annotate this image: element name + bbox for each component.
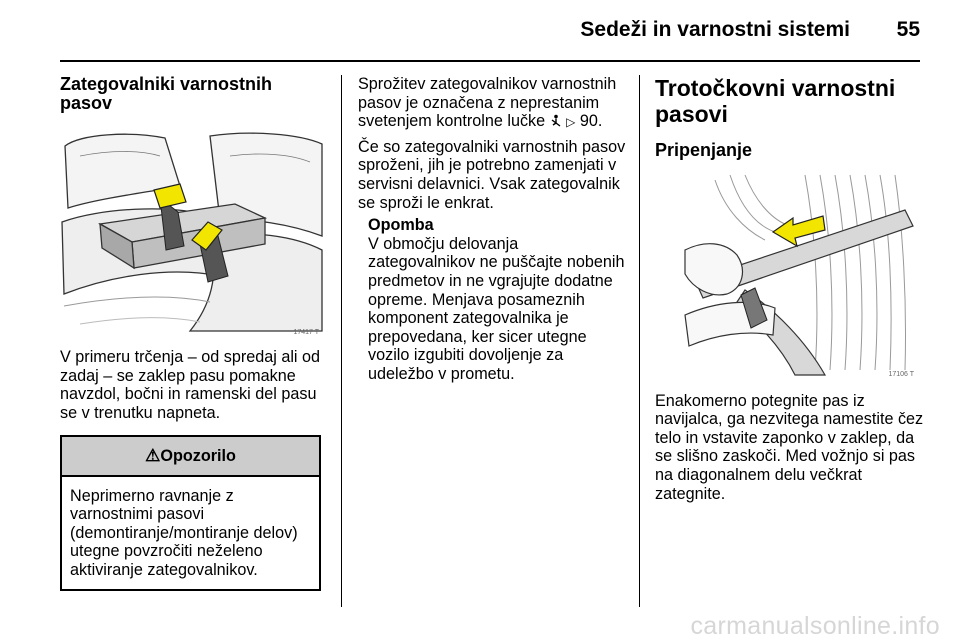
illustration-reference-id: 17106 T bbox=[888, 370, 914, 378]
warning-box bbox=[60, 435, 321, 591]
pretensioner-warning-light-icon bbox=[550, 114, 562, 128]
column-2 bbox=[358, 75, 628, 384]
indicator-text: Sprožitev zategovalnikov varnostnih pasov je označena z neprestanim svetenjem kontrolne lučke bbox=[358, 75, 617, 131]
seatbelt-buckle-illustration bbox=[60, 126, 325, 338]
warning-triangle-icon: ⚠ bbox=[145, 445, 161, 465]
watermark: carmanualsonline.info bbox=[690, 612, 940, 640]
subheading-fastening: Pripenjanje bbox=[655, 140, 753, 160]
note-title: Opomba bbox=[368, 216, 434, 235]
warning-header bbox=[62, 437, 319, 477]
replacement-paragraph: Če so zategovalniki varnostnih pasov sproženi, jih je potrebno zamenjati v servisni delavnici. Vsak zategovalnik se sproži le enkrat. bbox=[358, 137, 626, 212]
column-divider-left bbox=[341, 75, 342, 607]
fastening-paragraph: Enakomerno potegnite pas iz navijalca, ga nezvitega namestite čez telo in vstavite zaponko v zaklep, da se slišno zaskoči. Med vožnjo si pas na diagonalnem delu večkrat zategnite. bbox=[655, 391, 924, 503]
fastening-seatbelt-illustration bbox=[655, 170, 920, 380]
illustration-reference-id: 17417 T bbox=[293, 329, 319, 337]
section-heading-pretensioners: Zategovalniki varnostnih pasov bbox=[60, 74, 273, 113]
column-1 bbox=[60, 75, 325, 591]
page-header-title: Sedeži in varnostni sistemi bbox=[580, 18, 850, 41]
column-divider-right bbox=[639, 75, 640, 607]
note-text: V območju delovanja zategovalnikov ne puščajte nobenih predmetov in ne vgrajujte dodatne opreme. Menjava posameznih komponent zategovalnika je prepovedana, ker sicer utegne vozilo izgubiti dovoljenje za udeležbo v prometu. bbox=[368, 234, 625, 383]
column-3 bbox=[655, 75, 925, 503]
pretensioner-paragraph: V primeru trčenja – od spredaj ali od zadaj – se zaklep pasu pomakne navzdol, bočni in ramenski del pasu se v trenutku napneta. bbox=[60, 348, 321, 422]
page-reference: 90. bbox=[579, 112, 603, 131]
page-number: 55 bbox=[896, 18, 920, 41]
section-heading-three-point-belts: Trotočkovni varnostni pasovi bbox=[655, 75, 896, 127]
page-reference-arrow-icon: ▷ bbox=[566, 115, 576, 130]
warning-text: Neprimerno ravnanje z varnostnimi pasovi (demontiranje/montiranje delov) utegne povzročiti neželeno aktiviranje zategovalnikov. bbox=[70, 486, 298, 579]
header-divider bbox=[60, 60, 920, 62]
warning-title: Opozorilo bbox=[160, 446, 236, 465]
note-block bbox=[358, 216, 628, 383]
indicator-paragraph bbox=[358, 75, 628, 132]
